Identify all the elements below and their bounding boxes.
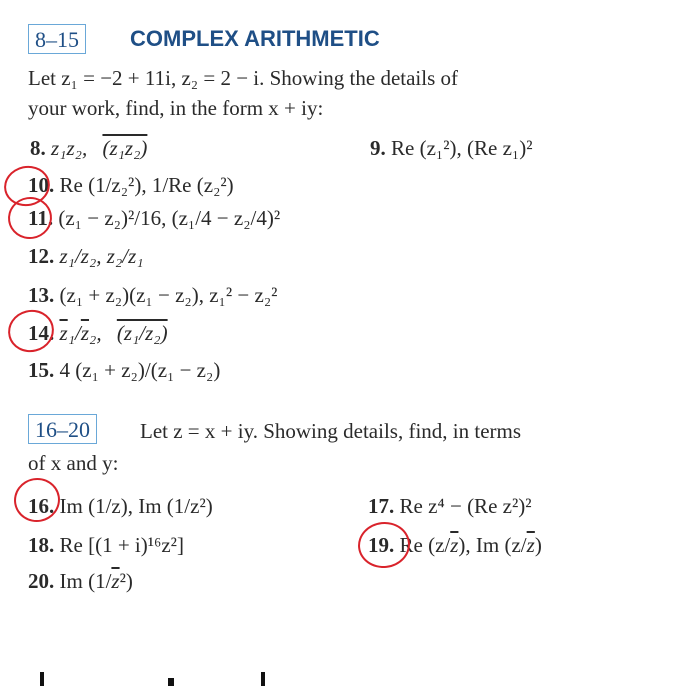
cropped-glyph — [168, 678, 174, 686]
problem-8 — [30, 135, 147, 161]
problem-18-number: 18. — [28, 533, 55, 557]
section-tag-8-15: 8–15 — [28, 24, 86, 54]
problem-14-zbar2: $\overline{z}$ — [80, 321, 90, 345]
problem-12-expr: z₁/z₂, z₂/z₁ — [59, 244, 144, 268]
problem-17 — [368, 493, 532, 519]
problem-15 — [28, 357, 220, 383]
problem-19-expr-e: ) — [534, 533, 542, 557]
problem-8-expr-a: z₁z₂, — [51, 136, 88, 160]
problem-19-zbar-1: $\overline{z}$ — [450, 533, 459, 557]
problem-17-expr: Re z⁴ − (Re z²)² — [399, 494, 532, 518]
problem-20-expr-a: Im (1/ — [59, 569, 112, 593]
problem-8-number: 8. — [30, 136, 46, 160]
problem-18-expr: Re [(1 + i)¹⁶z²] — [59, 533, 184, 557]
section2-intro-line-2: of x and y: — [28, 451, 119, 475]
problem-10-expr: Re (1/z₂²), 1/Re (z₂²) — [59, 173, 234, 197]
problem-17-number: 17. — [368, 494, 395, 518]
problem-12-number: 12. — [28, 244, 55, 268]
problem-19-expr-c: ), Im (z/ — [458, 533, 527, 557]
problem-11-expr: (z₁ − z₂)²/16, (z₁/4 − z₂/4)² — [58, 206, 281, 230]
cropped-glyph — [261, 672, 265, 686]
intro-line-1: Let z₁ = −2 + 11i, z₂ = 2 − i. Showing the details of — [28, 66, 459, 90]
problem-10 — [28, 172, 234, 198]
problem-8-expr-b: (z₁z₂) — [102, 136, 148, 160]
problem-20-number: 20. — [28, 569, 55, 593]
problem-10-number: 10. — [28, 173, 55, 197]
annotation-circle-14 — [4, 305, 59, 357]
problem-19-expr-a: Re (z/ — [399, 533, 451, 557]
problem-16-expr: Im (1/z), Im (1/z²) — [59, 494, 213, 518]
problem-9-expr: Re (z₁²), (Re z₁)² — [391, 136, 533, 160]
problem-11-number: 11. — [28, 206, 54, 230]
section-heading: COMPLEX ARITHMETIC — [130, 26, 380, 51]
problem-20-zbar: $\overline{z}$ — [111, 569, 120, 593]
cropped-glyph — [40, 672, 44, 686]
problem-11 — [28, 205, 280, 231]
problem-14-zbar1: $\overline{z}$ — [59, 321, 68, 345]
problem-13 — [28, 282, 277, 308]
problem-19-number: 19. — [368, 533, 395, 557]
problem-14-expr-b: (z₁/z₂) — [116, 321, 168, 345]
problem-12 — [28, 243, 144, 269]
problem-9 — [370, 135, 533, 161]
problem-13-expr: (z₁ + z₂)(z₁ − z₂), z₁² − z₂² — [59, 283, 278, 307]
problem-9-number: 9. — [370, 136, 386, 160]
problem-14-sub2: ₂, — [89, 321, 102, 345]
section-tag-16-20: 16–20 — [28, 414, 97, 444]
problem-19-zbar-2: $\overline{z}$ — [526, 533, 535, 557]
annotation-circle-19 — [356, 519, 413, 570]
section2-intro-line-1: Let z = x + iy. Showing details, find, in terms — [140, 419, 522, 443]
problem-14-number: 14. — [28, 321, 55, 345]
problem-20-expr-c: ²) — [119, 569, 133, 593]
problem-15-number: 15. — [28, 358, 55, 382]
intro-line-2: your work, find, in the form x + iy: — [28, 96, 324, 120]
problem-20 — [28, 568, 133, 594]
problem-14-sub1: ₁/ — [67, 321, 81, 345]
problem-15-expr: 4 (z₁ + z₂)/(z₁ − z₂) — [59, 358, 221, 382]
problem-13-number: 13. — [28, 283, 55, 307]
problem-18 — [28, 532, 184, 558]
problem-16-number: 16. — [28, 494, 55, 518]
